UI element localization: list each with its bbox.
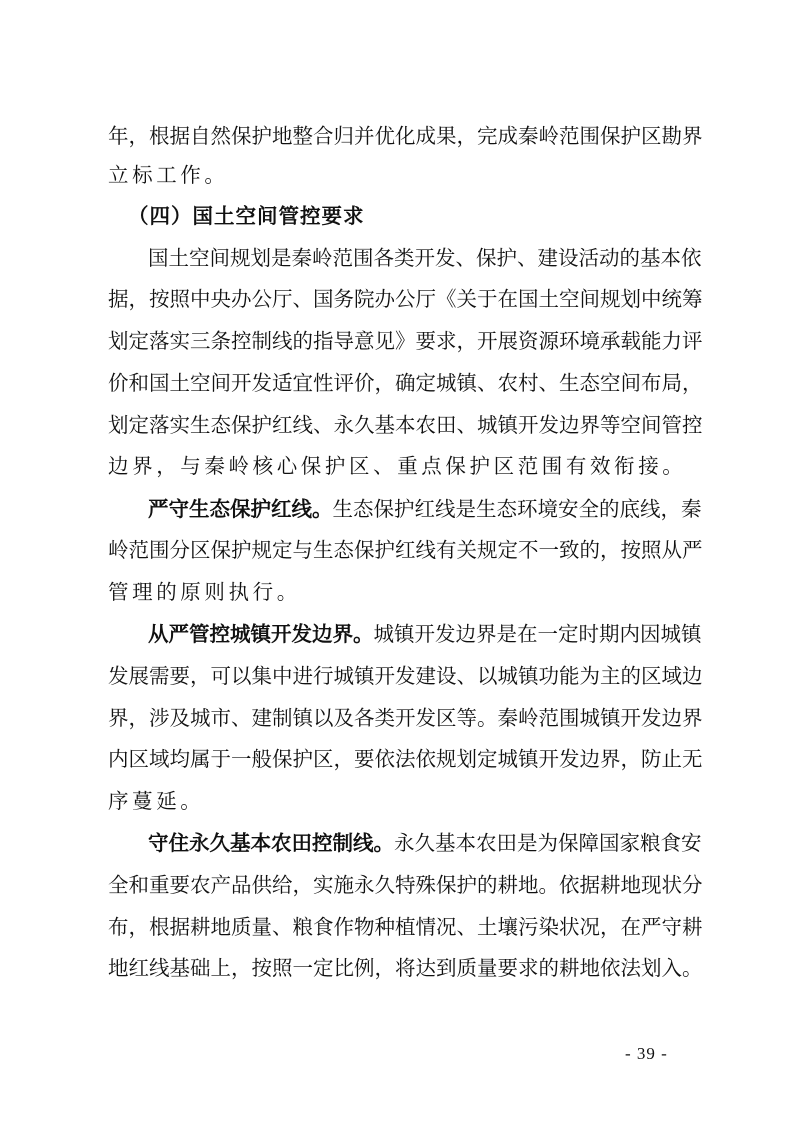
body-text-line: 国土空间规划是秦岭范围各类开发、保护、建设活动的基本依 — [148, 246, 702, 270]
body-text-line: 地红线基础上，按照一定比例，将达到质量要求的耕地依法划入。 — [108, 956, 703, 980]
paragraph-text: 城镇开发边界是在一定时期内因城镇 — [373, 622, 702, 646]
body-text-line: 划定落实三条控制线的指导意见》要求，开展资源环境承载能力评 — [108, 329, 703, 353]
body-text-line: 发展需要，可以集中进行城镇开发建设、以城镇功能为主的区域边 — [108, 664, 703, 688]
body-text-line: 据，按照中央办公厅、国务院办公厅《关于在国土空间规划中统筹 — [108, 287, 703, 311]
body-text-line: 立标工作。 — [108, 163, 229, 187]
body-text-line: 管理的原则执行。 — [108, 580, 301, 604]
paragraph-text: 生态保护红线是生态环境安全的底线，秦 — [332, 497, 702, 521]
body-text-line: 岭范围分区保护规定与生态保护红线有关规定不一致的，按照从严 — [108, 538, 703, 562]
body-text-line: 全和重要农产品供给，实施永久特殊保护的耕地。依据耕地现状分 — [108, 873, 703, 897]
paragraph-lead-heading: 守住永久基本农田控制线。 — [148, 831, 394, 855]
paragraph-first-line — [148, 622, 702, 646]
body-text-line: 序蔓延。 — [108, 789, 205, 813]
paragraph-first-line — [148, 497, 702, 521]
body-text-line: 内区域均属于一般保护区，要依法依规划定城镇开发边界，防止无 — [108, 747, 703, 771]
body-text-line: 布，根据耕地质量、粮食作物种植情况、土壤污染状况，在严守耕 — [108, 915, 703, 939]
paragraph-first-line — [148, 831, 702, 855]
section-heading: （四）国土空间管控要求 — [128, 204, 365, 228]
paragraph-lead-heading: 严守生态保护红线。 — [148, 497, 333, 521]
body-text-line: 界，涉及城市、建制镇以及各类开发区等。秦岭范围城镇开发边界 — [108, 706, 703, 730]
paragraph-lead-heading: 从严管控城镇开发边界。 — [148, 622, 374, 646]
body-text-line: 边界，与秦岭核心保护区、重点保护区范围有效衔接。 — [108, 454, 687, 478]
page-number: - 39 - — [625, 1044, 668, 1063]
body-text-line: 年，根据自然保护地整合归并优化成果，完成秦岭范围保护区勘界 — [108, 124, 703, 148]
body-text-line: 价和国土空间开发适宜性评价，确定城镇、农村、生态空间布局， — [108, 371, 703, 395]
body-text-line: 划定落实生态保护红线、永久基本农田、城镇开发边界等空间管控 — [108, 413, 703, 437]
paragraph-text: 永久基本农田是为保障国家粮食安 — [394, 831, 702, 855]
